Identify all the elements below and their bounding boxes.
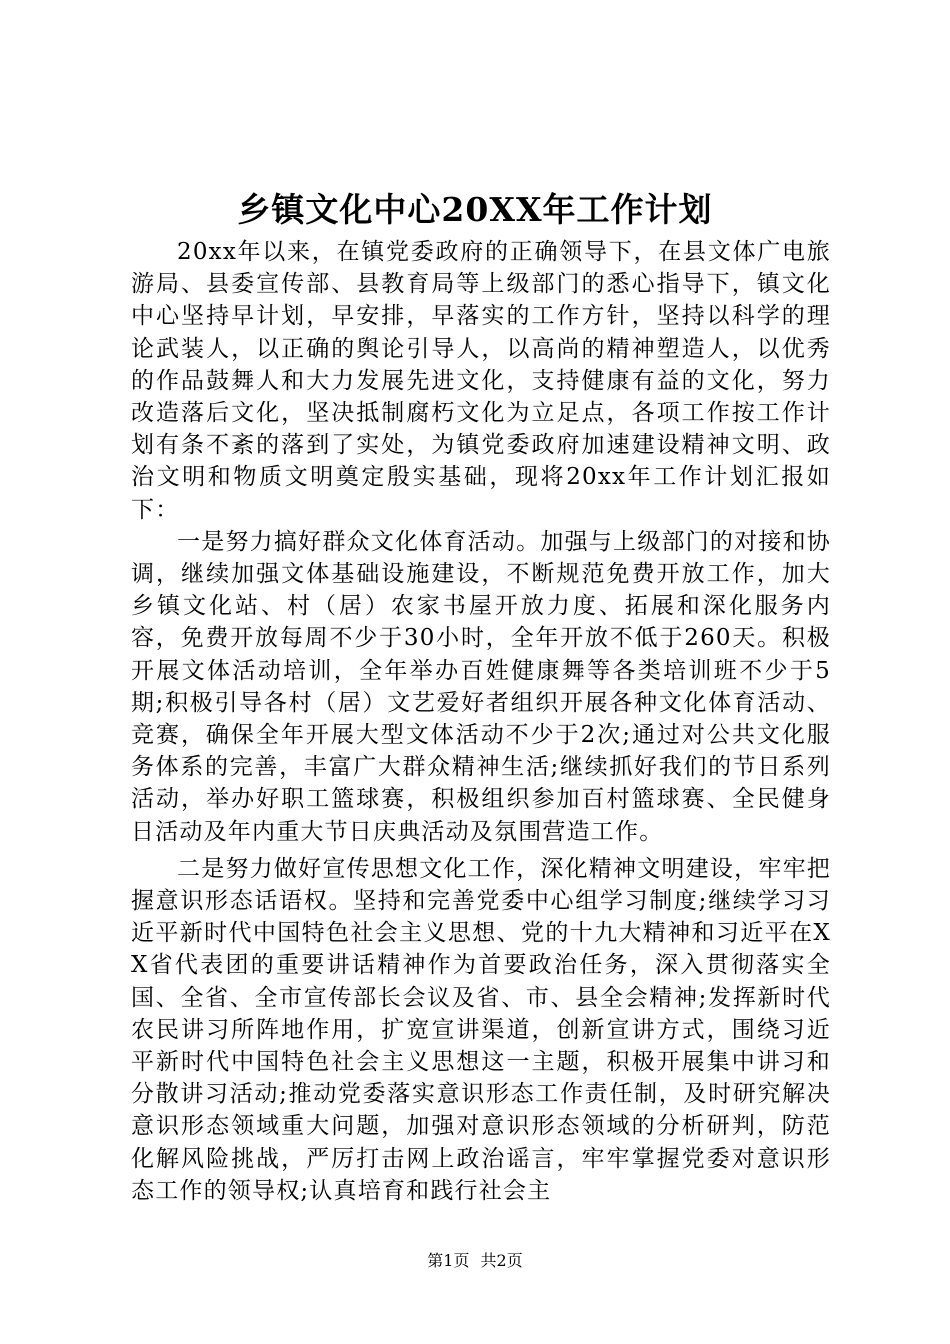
paragraph-item-2: 二是努力做好宣传思想文化工作，深化精神文明建设，牢牢把握意识形态话语权。坚持和完善党委中心组学习制度;继续学习习近平新时代中国特色社会主义思想、党的十九大精神和习近平在XX省代表团的重要讲话精神作为首要政治任务，深入贯彻落实全国、全省、全市宣传部长会议及省、市、县全会精神;发挥新时代农民讲习所阵地作用，扩宽宣讲渠道，创新宣讲方式，围绕习近平新时代中国特色社会主义思想这一主题，积极开展集中讲习和分散讲习活动;推动党委落实意识形态工作责任制，及时研究解决意识形态领域重大问题，加强对意识形态领域的分析研判，防范化解风险挑战，严厉打击网上政治谣言，牢牢掌握党委对意识形态工作的领导权;认真培育和践行社会主 (131, 855, 831, 1204)
document-title: 乡镇文化中心20XX年工作计划 (237, 190, 713, 229)
page-footer: 第1页 共2页 (427, 1251, 523, 1270)
document-body (131, 236, 831, 1207)
paragraph-item-1: 一是努力搞好群众文化体育活动。加强与上级部门的对接和协调，继续加强文体基础设施建设，不断规范免费开放工作，加大乡镇文化站、村（居）农家书屋开放力度、拓展和深化服务内容，免费开放每周不少于30小时，全年开放不低于260天。积极开展文体活动培训，全年举办百姓健康舞等各类培训班不少于5期;积极引导各村（居）文艺爱好者组织开展各种文化体育活动、竞赛，确保全年开展大型文体活动不少于2次;通过对公共文化服务体系的完善，丰富广大群众精神生活;继续抓好我们的节日系列活动，举办好职工篮球赛，积极组织参加百村篮球赛、全民健身日活动及年内重大节日庆典活动及氛围营造工作。 (131, 528, 831, 845)
paragraph-intro: 20xx年以来，在镇党委政府的正确领导下，在县文体广电旅游局、县委宣传部、县教育局等上级部门的悉心指导下，镇文化中心坚持早计划，早安排，早落实的工作方针，坚持以科学的理论武装人，以正确的舆论引导人，以高尚的精神塑造人，以优秀的作品鼓舞人和大力发展先进文化，支持健康有益的文化，努力改造落后文化，坚决抵制腐朽文化为立足点，各项工作按工作计划有条不紊的落到了实处，为镇党委政府加速建设精神文明、政治文明和物质文明奠定殷实基础，现将20xx年工作计划汇报如下： (131, 239, 831, 523)
